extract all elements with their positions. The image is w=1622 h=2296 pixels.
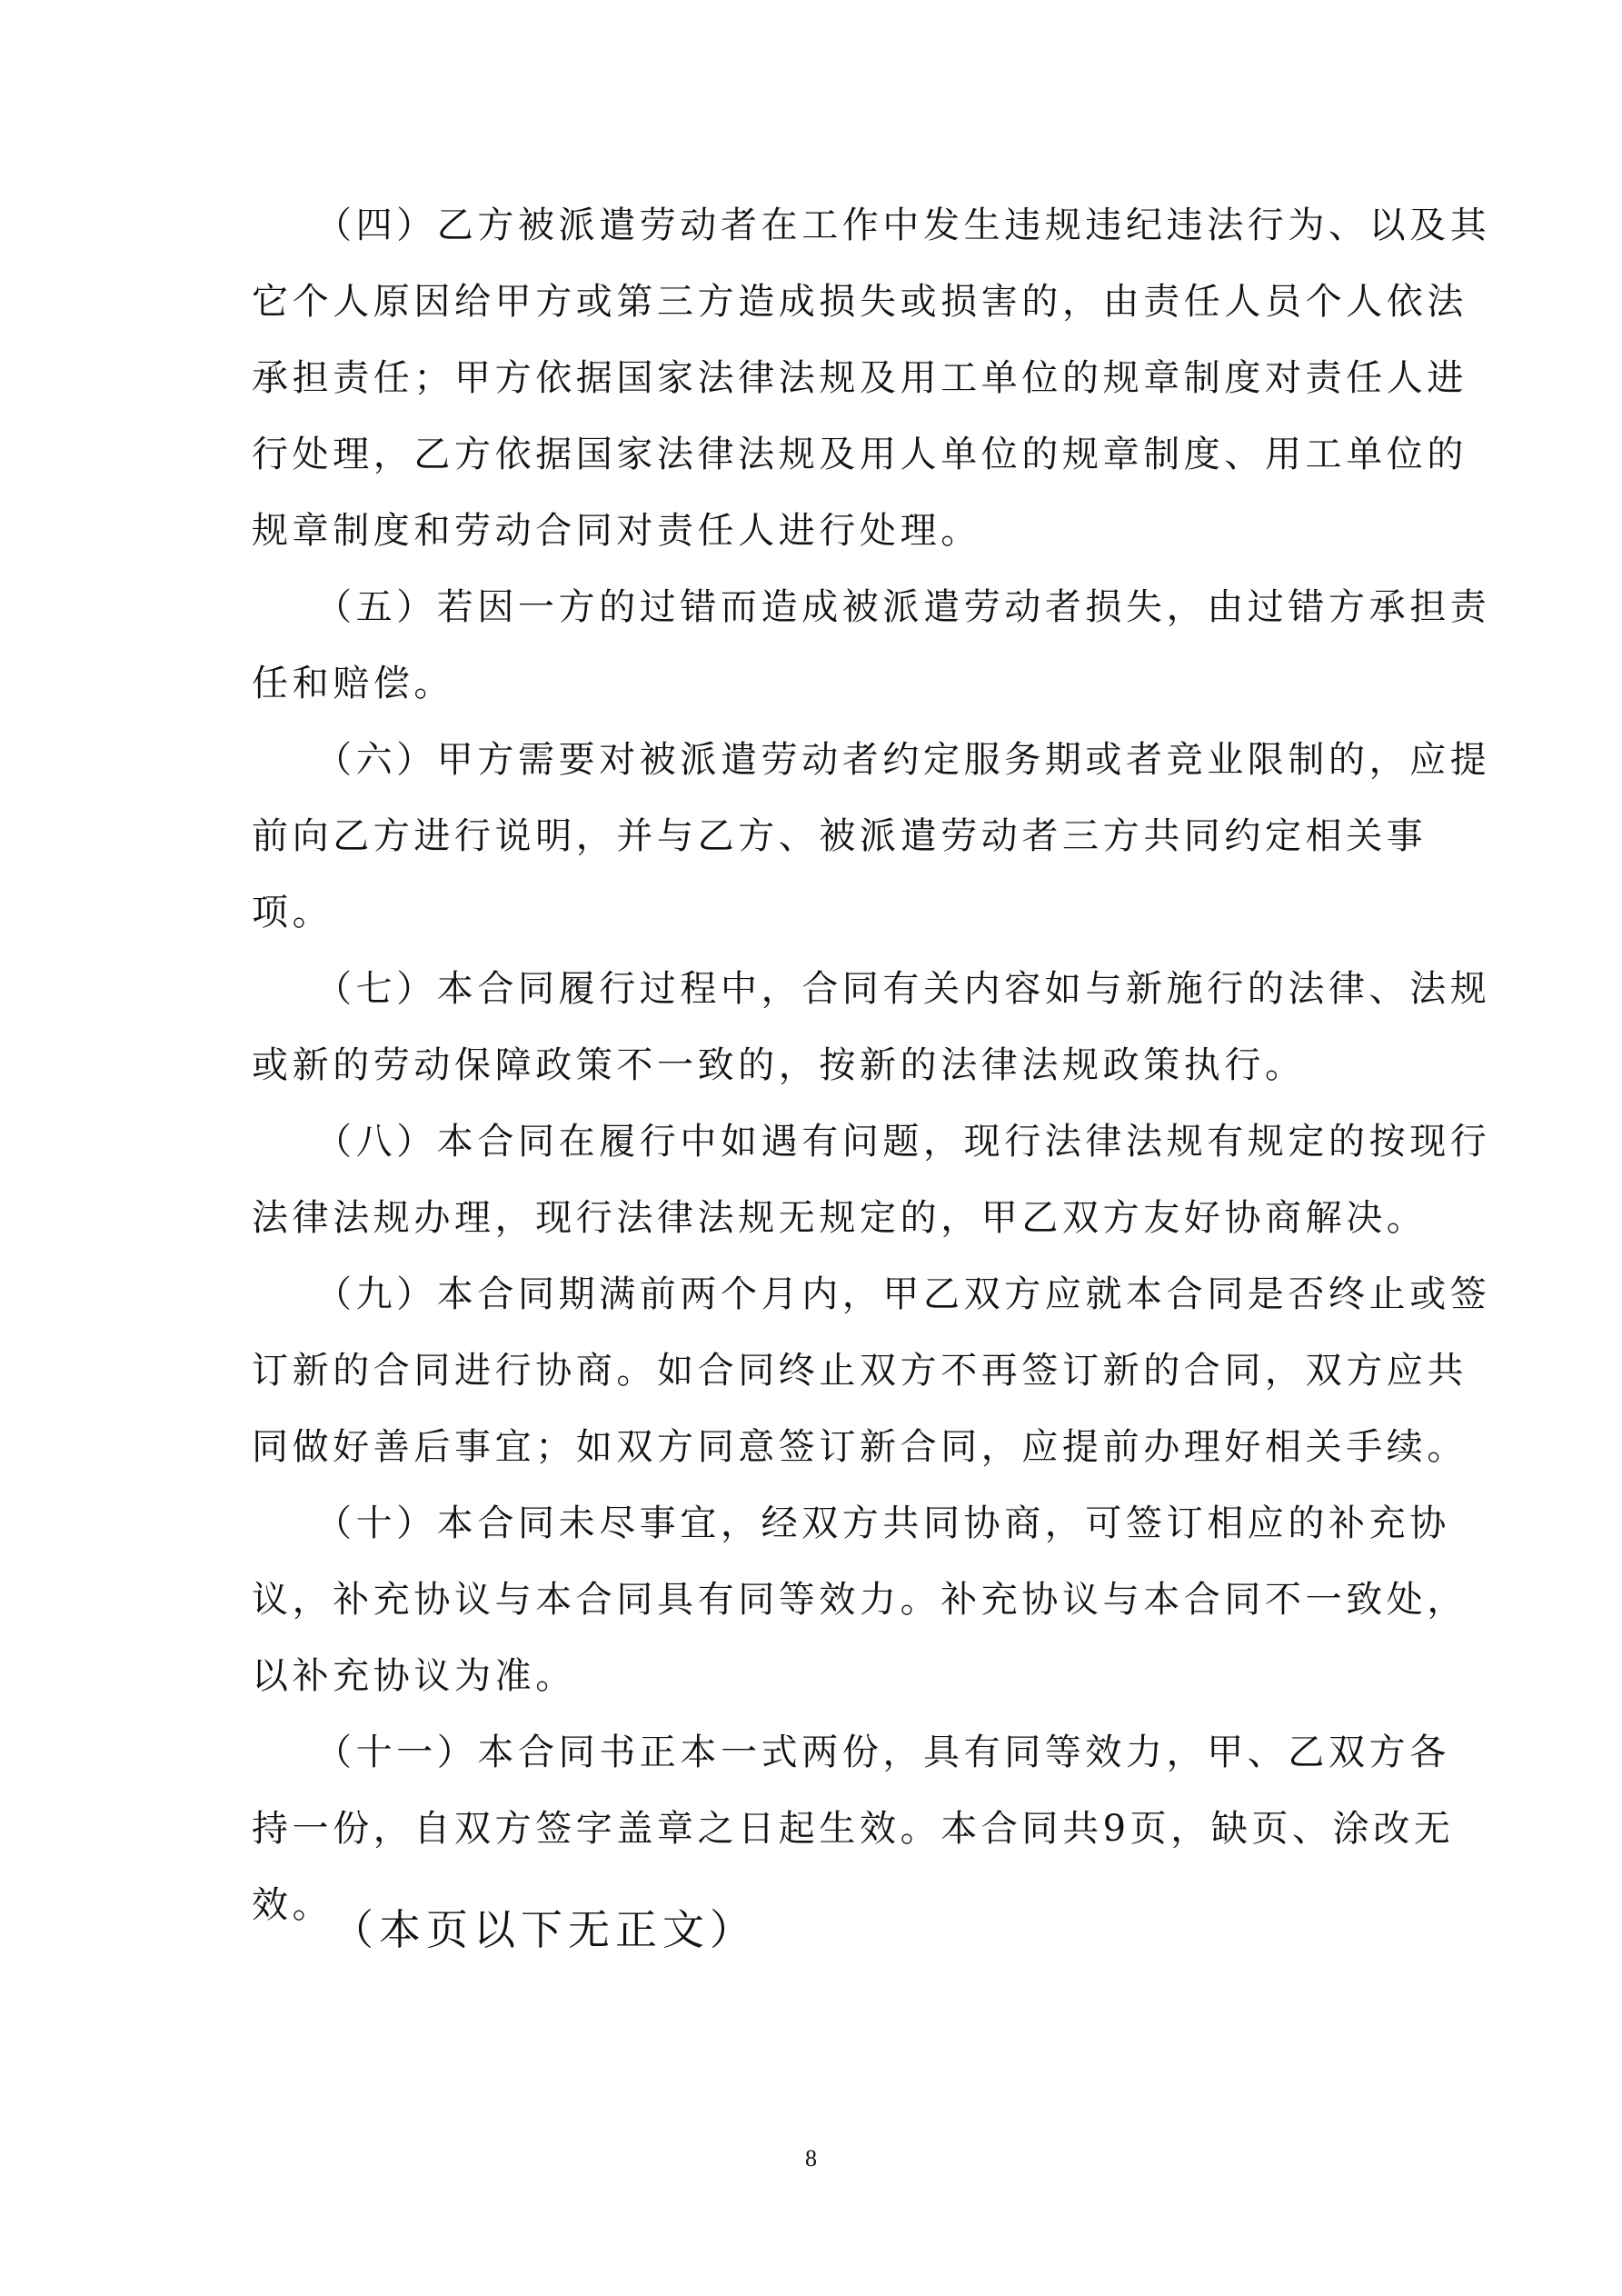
text-line: （四）乙方被派遣劳动者在工作中发生违规违纪违法行为、以及其	[315, 205, 1491, 246]
text-line: 持一份，自双方签字盖章之日起生效。本合同共9页，缺页、涂改无	[252, 1808, 1455, 1850]
text-line: （十一）本合同书正本一式两份，具有同等效力，甲、乙双方各	[315, 1732, 1450, 1773]
text-line: （十）本合同未尽事宜，经双方共同协商，可签订相应的补充协	[315, 1502, 1450, 1544]
no-text-below-note: （本页以下无正文）	[332, 1905, 757, 1954]
text-line: 行处理，乙方依据国家法律法规及用人单位的规章制度、用工单位的	[252, 434, 1468, 475]
text-line: 以补充协议为准。	[252, 1655, 576, 1697]
text-line: 任和赔偿。	[252, 663, 454, 704]
page-number: 8	[805, 2145, 817, 2171]
text-line: 前向乙方进行说明，并与乙方、被派遣劳动者三方共同约定相关事	[252, 815, 1428, 857]
text-line: （六）甲方需要对被派遣劳动者约定服务期或者竞业限制的，应提	[315, 739, 1491, 781]
text-line: 议，补充协议与本合同具有同等效力。补充协议与本合同不一致处，	[252, 1579, 1468, 1621]
text-line: 法律法规办理，现行法律法规无规定的，甲乙双方友好协商解决。	[252, 1197, 1428, 1239]
text-line: 订新的合同进行协商。如合同终止双方不再签订新的合同，双方应共	[252, 1350, 1468, 1392]
text-line: 规章制度和劳动合同对责任人进行处理。	[252, 510, 981, 552]
text-line: 项。	[252, 892, 333, 933]
text-line: 承担责任；甲方依据国家法律法规及用工单位的规章制度对责任人进	[252, 357, 1468, 399]
text-line: 它个人原因给甲方或第三方造成损失或损害的，由责任人员个人依法	[252, 281, 1468, 323]
text-line: 同做好善后事宜；如双方同意签订新合同，应提前办理好相关手续。	[252, 1426, 1468, 1468]
text-line: （九）本合同期满前两个月内，甲乙双方应就本合同是否终止或签	[315, 1273, 1491, 1315]
text-line: 或新的劳动保障政策不一致的，按新的法律法规政策执行。	[252, 1044, 1306, 1086]
text-line: 效。	[252, 1884, 333, 1926]
text-line: （八）本合同在履行中如遇有问题，现行法律法规有规定的按现行	[315, 1121, 1491, 1163]
text-line: （七）本合同履行过程中，合同有关内容如与新施行的法律、法规	[315, 968, 1491, 1010]
text-line: （五）若因一方的过错而造成被派遣劳动者损失，由过错方承担责	[315, 586, 1491, 628]
